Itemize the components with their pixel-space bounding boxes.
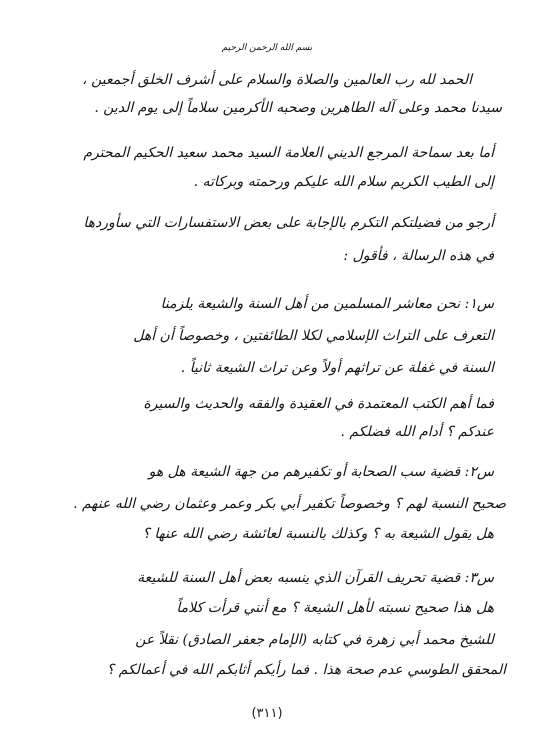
basmala: بسم الله الرحمن الرحيم [221,43,313,53]
letter-line: للشيخ محمد أبي زهرة في كتابه (الإمام جعفر الصادق) نقلاً عن [135,632,494,648]
letter-line: الحمد لله رب العالمين والصلاة والسلام على أشرف الخلق أجمعين ، [82,72,472,88]
question-2: س٢: قضية سب الصحابة أو تكفيرهم من جهة الشيعة هل هو [148,464,494,480]
letter-line: في هذه الرسالة ، فأقول : [343,248,494,264]
letter-line: عندكم ؟ أدام الله فضلكم . [340,424,494,440]
letter-line: سيدنا محمد وعلى آله الطاهرين وصحبه الأكرمين سلاماً إلى يوم الدين . [94,100,502,116]
question-3: س٣: قضية تحريف القرآن الذي ينسبه بعض أهل السنة للشيعة [137,570,494,586]
letter-line: السنة في غفلة عن تراثهم أولاً وعن تراث الشيعة ثانياً . [180,360,494,376]
letter-line: صحيح النسبة لهم ؟ وخصوصاً تكفير أبي بكر وعمر وعثمان رضي الله عنهم . [73,496,506,512]
letter-line: المحقق الطوسي عدم صحة هذا . فما رأيكم أثابكم الله في أعمالكم ؟ [106,662,506,678]
letter-line: فما أهم الكتب المعتمدة في العقيدة والفقه والحديث والسيرة [143,396,494,412]
letter-line: هل يقول الشيعة به ؟ وكذلك بالنسبة لعائشة رضي الله عنها ؟ [142,526,494,542]
question-1: س١: نحن معاشر المسلمين من أهل السنة والشيعة يلزمنا [160,296,494,312]
letter-line: أرجو من فضيلتكم التكرم بالإجابة على بعض الاستفسارات التي سأوردها [83,215,494,231]
letter-line: أما بعد سماحة المرجع الديني العلامة السيد محمد سعيد الحكيم المحترم [83,145,494,161]
letter-line: التعرف على التراث الإسلامي لكلا الطائفتين ، وخصوصاً أن أهل [133,328,494,344]
letter-line: إلى الطيب الكريم سلام الله عليكم ورحمته وبركاته . [193,174,494,190]
page-number: (٣١١) [251,706,283,721]
letter-line: هل هذا صحيح نسبته لأهل الشيعة ؟ مع أنني قرأت كلاماً [176,600,494,616]
